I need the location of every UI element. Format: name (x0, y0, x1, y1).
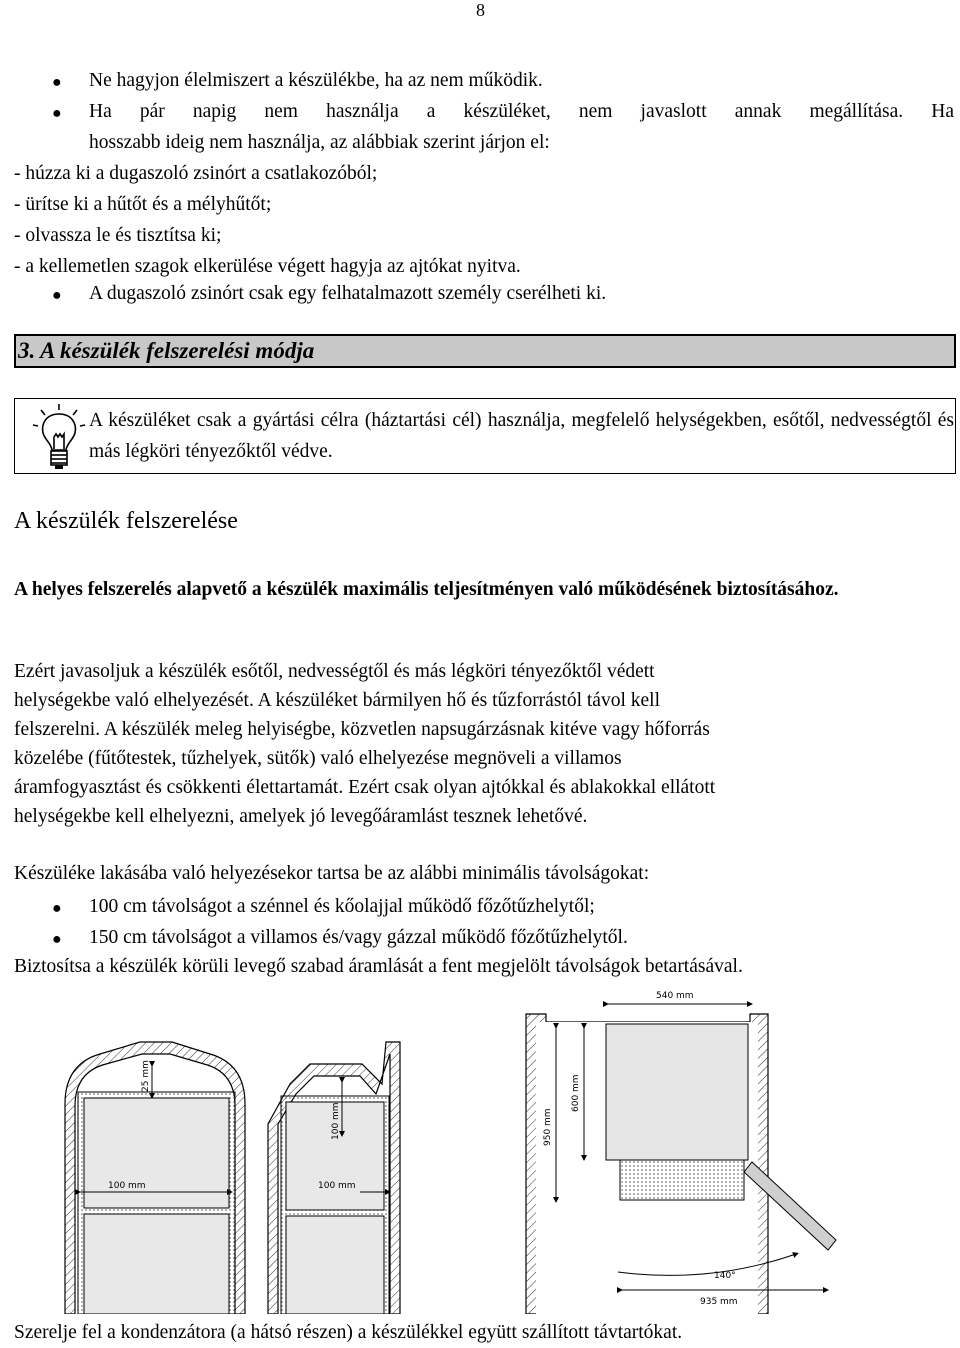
paragraph-last-line: helységekbe kell elhelyezni, amelyek jó levegőáramlást tesznek lehetővé. (14, 806, 588, 827)
dash-item: - húzza ki a dugaszoló zsinórt a csatlakozóból; (14, 163, 378, 184)
bullet-dot-icon: ● (52, 900, 62, 917)
left-niche-drawing (65, 1042, 245, 1314)
distance-bullet: 100 cm távolságot a szénnel és kőolajjal működő főzőtűzhelytől; (89, 896, 595, 917)
dash-item: - ürítse ki a hűtőt és a mélyhűtőt; (14, 194, 272, 215)
label-middle-side: 100 mm (318, 1181, 356, 1191)
label-angle: 140° (714, 1271, 736, 1281)
label-open-width: 935 mm (700, 1297, 738, 1307)
dash-item: - olvassza le és tisztítsa ki; (14, 225, 222, 246)
label-left-top: 25 mm (141, 1060, 151, 1092)
paragraph-line: Ezért javasoljuk a készülék esőtől, nedvességtől és más légköri tényezőktől védett (14, 661, 655, 682)
distance-bullet: 150 cm távolságot a villamos és/vagy gázzal működő főzőtűzhelytől. (89, 927, 628, 948)
bold-paragraph: A helyes felszerelés alapvető a készülék maximális teljesítményen való működésének biztosításához. (14, 579, 839, 600)
tip-text: A készüléket csak a gyártási célra (háztartási cél) használja, megfelelő helységekben, esőtől, nedvességtől és más légköri tényezőktől védve. (89, 410, 954, 462)
bullet-dot-icon: ● (52, 287, 62, 304)
intro-continuation: hosszabb ideig nem használja, az alábbiak szerint járjon el: (89, 132, 550, 153)
right-top-view-drawing (526, 1004, 836, 1314)
label-middle-top: 100 mm (331, 1102, 341, 1140)
paragraph-line: közelébe (fűtőtestek, tűzhelyek, sütők) való elhelyezése megnöveli a villamos (14, 748, 622, 769)
paragraph-line: áramfogyasztást és csökkenti élettartamát. Ezért csak olyan ajtókkal és ablakokkal ellátott (14, 777, 716, 798)
label-depth: 600 mm (571, 1074, 581, 1112)
middle-niche-drawing (268, 1042, 400, 1314)
footer-text: Szerelje fel a kondenzátora (a hátsó részen) a készülékkel együtt szállított távtartókat. (14, 1322, 683, 1343)
label-width: 540 mm (656, 991, 694, 1001)
airflow-note: Biztosítsa a készülék körüli levegő szabad áramlását a fent megjelölt távolságok betartásával. (14, 956, 743, 977)
section-title: 3. A készülék felszerelési módja (18, 338, 315, 363)
label-height: 950 mm (543, 1108, 553, 1146)
dash-item: - a kellemetlen szagok elkerülése végett hagyja az ajtókat nyitva. (14, 256, 521, 277)
install-heading: A készülék felszerelése (14, 508, 238, 534)
bullet-dot-icon: ● (52, 74, 62, 91)
bullet-dot-icon: ● (52, 931, 62, 948)
intro-bullet-1: Ne hagyjon élelmiszert a készülékbe, ha az nem működik. (89, 70, 543, 91)
cord-bullet: A dugaszoló zsinórt csak egy felhatalmazott személy cserélheti ki. (89, 283, 607, 304)
page-number: 8 (476, 0, 485, 20)
intro-bullet-2: Ha pár napig nem használja a készüléket, nem javaslott annak megállítása. Ha (89, 101, 954, 122)
installation-diagram (60, 984, 960, 1314)
label-left-side: 100 mm (108, 1181, 146, 1191)
paragraph-line: helységekbe való elhelyezését. A készüléket bármilyen hő és tűzforrástól távol kell (14, 690, 660, 711)
tip-box (14, 398, 956, 474)
section-header (14, 334, 956, 368)
paragraph-line: felszerelni. A készülék meleg helyiségbe, közvetlen napsugárzásnak kitéve vagy hőforrás (14, 719, 710, 740)
distance-intro: Készüléke lakásába való helyezésekor tartsa be az alábbi minimális távolságokat: (14, 863, 650, 884)
lightbulb-icon (25, 401, 93, 471)
bullet-dot-icon: ● (52, 105, 62, 122)
